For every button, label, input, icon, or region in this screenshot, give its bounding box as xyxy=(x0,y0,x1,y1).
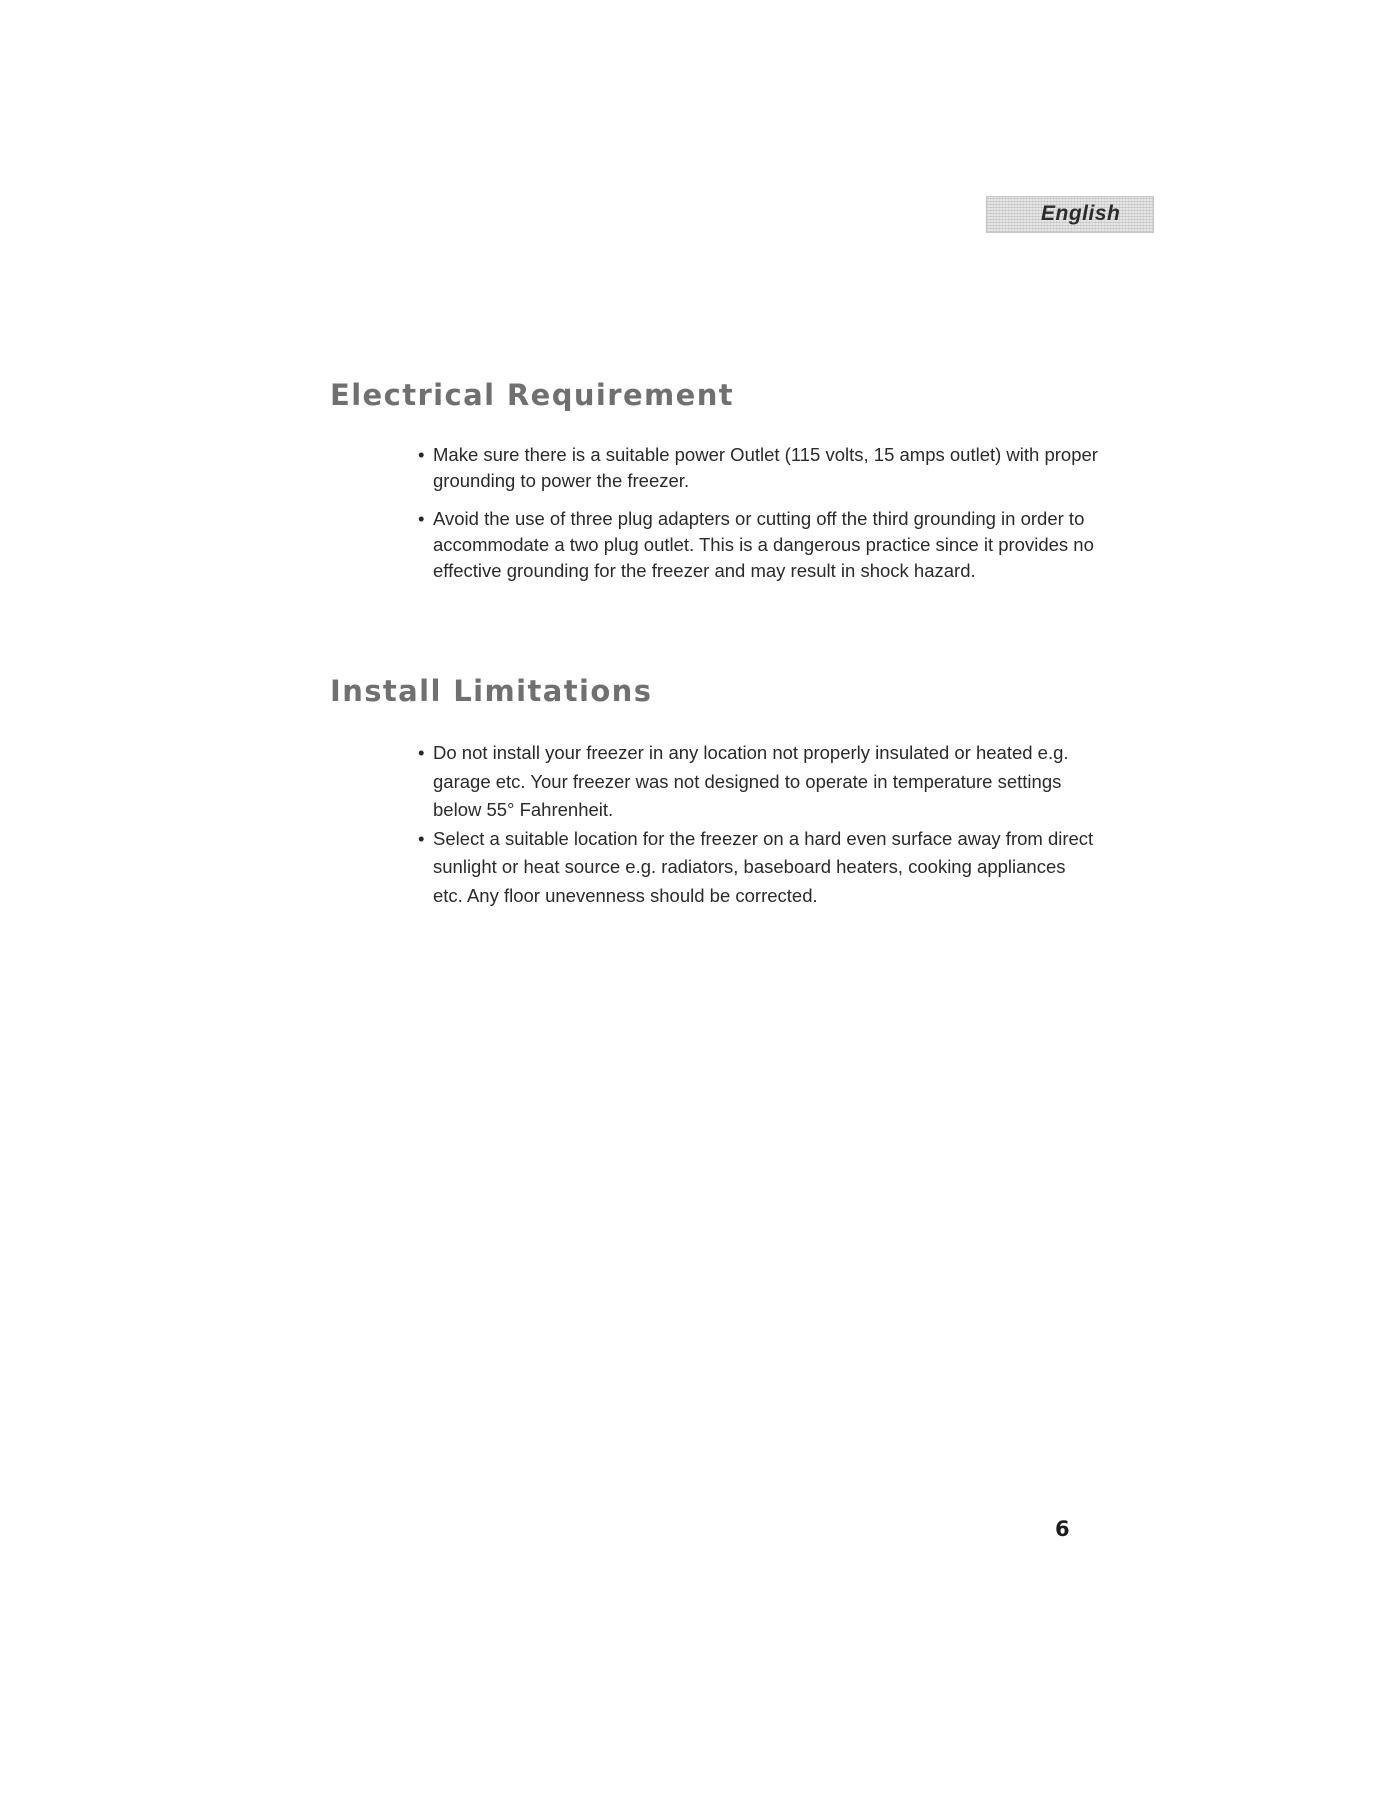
language-tab xyxy=(986,196,1154,233)
electrical-requirement-heading: Electrical Requirement xyxy=(330,378,735,412)
page-number: 6 xyxy=(1055,1517,1070,1541)
list-item-text: Make sure there is a suitable power Outlet (115 volts, 15 amps outlet) with proper grounding to power the freezer. xyxy=(433,444,1098,491)
list-item-text: Do not install your freezer in any location not properly insulated or heated e.g. garage etc. Your freezer was not designed to operate in temperature settings below 55° Fahrenheit. xyxy=(433,742,1069,820)
list-item xyxy=(418,442,1098,494)
list-item-text: Select a suitable location for the freezer on a hard even surface away from direct sunlight or heat source e.g. radiators, baseboard heaters, cooking appliances etc. Any floor unevenness should be corrected. xyxy=(433,827,1094,906)
bullet-icon: • xyxy=(418,508,425,529)
bullet-icon: • xyxy=(418,742,425,763)
bullet-icon: • xyxy=(418,444,425,465)
language-tab-label: English xyxy=(1041,202,1121,225)
list-item xyxy=(418,739,1098,825)
list-item xyxy=(418,825,1098,911)
bullet-icon: • xyxy=(418,827,425,849)
electrical-requirement-list xyxy=(418,442,1098,584)
install-limitations-list xyxy=(418,739,1098,910)
install-limitations-heading: Install Limitations xyxy=(330,674,653,708)
list-item-text: Avoid the use of three plug adapters or cutting off the third grounding in order to accommodate a two plug outlet. This is a dangerous practice since it provides no effective grounding for the freezer and may result in shock hazard. xyxy=(433,508,1094,581)
list-item xyxy=(418,506,1098,584)
